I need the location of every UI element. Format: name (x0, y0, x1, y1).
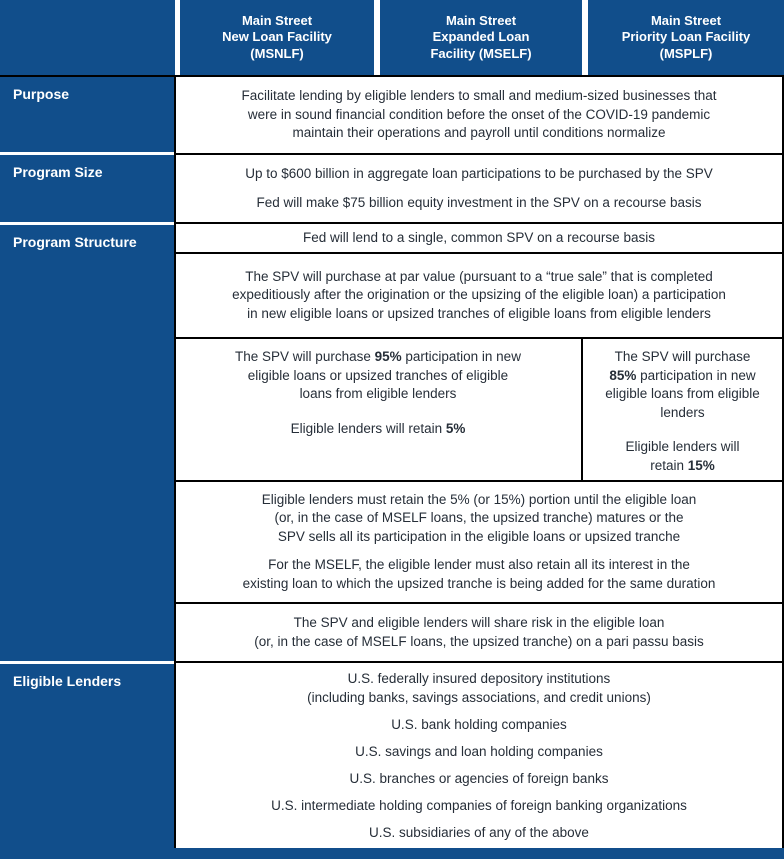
row-label-text: Eligible Lenders (13, 673, 122, 689)
text-line: (or, in the case of MSELF loans, the upsized tranche) on a pari passu basis (254, 633, 704, 649)
list-item (307, 669, 651, 707)
text-line: The SPV will purchase (614, 349, 751, 364)
text-line: For the MSELF, the eligible lender must also retain all its interest in the (268, 557, 690, 573)
row-label-purpose (0, 77, 174, 152)
text-line: lenders (660, 404, 705, 420)
text-line: (or, in the case of MSELF loans, the upsized tranche) matures or the (274, 510, 684, 526)
purpose-content (176, 77, 782, 153)
text-line: existing loan to which the upsized tranche is being added for the same duration (242, 575, 716, 591)
text-line: Eligible lenders will (625, 439, 740, 454)
header-col-mself (380, 0, 582, 75)
text-line: expeditiously after the origination or the upsizing of the eligible loan) a participation (232, 287, 726, 303)
header-line: New Loan Facility (222, 29, 332, 45)
text-line: The SPV will purchase 95% participation in new (235, 349, 521, 364)
text-line: Up to $600 billion in aggregate loan participations to be purchased by the SPV (245, 166, 713, 181)
participation-paragraph (235, 348, 521, 404)
header-line: (MSPLF) (659, 45, 713, 61)
text-line: retain 15% (650, 457, 715, 473)
retention-paragraph: Eligible lenders will retain 5% (290, 420, 466, 436)
text-line: U.S. federally insured depository institutions (347, 671, 611, 686)
text-line: loans from eligible lenders (299, 386, 457, 401)
retention-rule-paragraph (262, 491, 697, 547)
row-label-eligible-lenders (0, 664, 174, 848)
text-line: SPV sells all its participation in the eligible loans or upsized tranche (277, 528, 681, 544)
list-item: U.S. savings and loan holding companies (355, 744, 603, 759)
text-line: eligible loans or upsized tranches of eligible (247, 367, 509, 383)
text-line: 85% participation in new (609, 367, 756, 383)
ps-cell-retention (176, 482, 782, 602)
row-label-program-size (0, 155, 174, 222)
participation-paragraph (605, 348, 760, 422)
header-col-msplf (588, 0, 784, 75)
retention-paragraph (625, 438, 739, 475)
header-line: Expanded Loan (432, 29, 530, 45)
ps-cell-participation-msplf (583, 339, 782, 480)
text-line: The SPV and eligible lenders will share risk in the eligible loan (293, 615, 665, 630)
header-line: (MSNLF) (250, 45, 304, 61)
eligible-lenders-content (176, 663, 782, 848)
bold-percent: 85% (609, 367, 637, 383)
row-label-text: Program Structure (13, 234, 137, 250)
bold-percent: 5% (445, 420, 466, 436)
ps-cell-par-value (176, 254, 782, 337)
header-line: Main Street (445, 12, 517, 28)
header-line: Main Street (241, 12, 313, 28)
header-line: Facility (MSELF) (430, 45, 532, 61)
text-line: maintain their operations and payroll until conditions normalize (292, 125, 666, 141)
text-line: (including banks, savings associations, and credit unions) (307, 690, 651, 705)
text-line: Facilitate lending by eligible lenders to small and medium-sized businesses that (241, 88, 717, 104)
header-col-msnlf (180, 0, 374, 75)
table-bottom-bar (0, 848, 784, 859)
text-line: Fed will lend to a single, common SPV on a recourse basis (303, 229, 655, 245)
list-item: U.S. branches or agencies of foreign banks (349, 771, 609, 786)
ps-cell-spv-lending (176, 224, 782, 252)
header-line: Main Street (650, 12, 722, 28)
bold-percent: 95% (374, 349, 402, 364)
text-line: eligible loans from eligible (605, 386, 760, 401)
ps-cell-risk-sharing (176, 604, 782, 661)
ps-cell-participation-msnlf-mself (176, 339, 580, 480)
program-size-content (176, 155, 782, 222)
list-item: U.S. intermediate holding companies of foreign banking organizations (271, 798, 687, 813)
text-line: were in sound financial condition before the onset of the COVID-19 pandemic (247, 106, 711, 122)
row-label-text: Purpose (13, 86, 70, 102)
list-item: U.S. bank holding companies (391, 717, 567, 732)
header-line: Priority Loan Facility (621, 29, 751, 45)
text-line: Eligible lenders must retain the 5% (or 15%) portion until the eligible loan (261, 491, 697, 507)
header-blank-cell (0, 0, 175, 75)
mself-retention-paragraph (243, 556, 716, 593)
row-label-program-structure (0, 225, 174, 661)
list-item: U.S. subsidiaries of any of the above (369, 825, 589, 840)
text-line: The SPV will purchase at par value (pursuant to a “true sale” that is completed (245, 268, 713, 284)
text-line: Fed will make $75 billion equity investment in the SPV on a recourse basis (256, 194, 702, 210)
row-label-text: Program Size (13, 164, 103, 180)
text-line: in new eligible loans or upsized tranches of eligible loans from eligible lenders (247, 305, 711, 321)
bold-percent: 15% (687, 457, 715, 473)
